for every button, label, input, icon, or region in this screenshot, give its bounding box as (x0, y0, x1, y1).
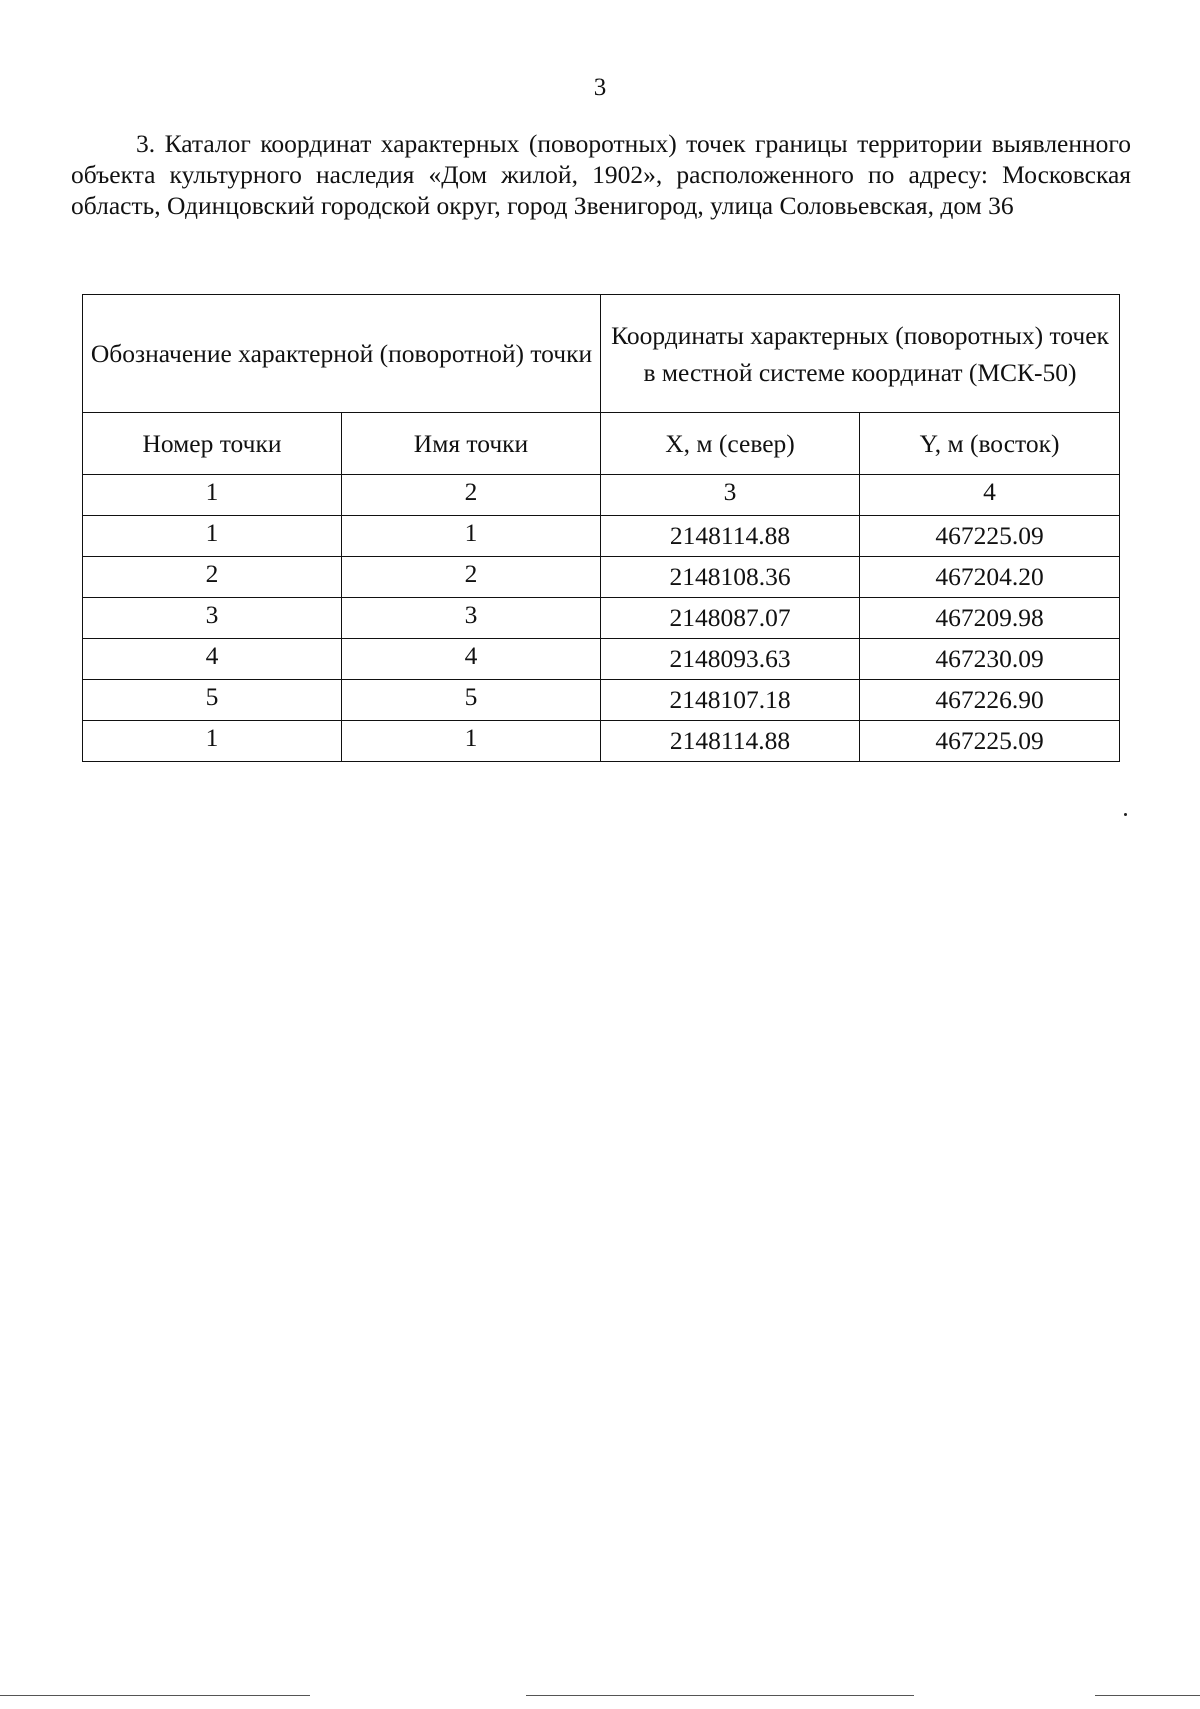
scan-speck (1124, 813, 1127, 816)
coord-x: 2148087.07 (601, 598, 860, 639)
coord-x: 2148093.63 (601, 639, 860, 680)
coordinates-table (82, 294, 1120, 762)
column-number: 3 (601, 475, 860, 516)
point-name: 2 (342, 557, 601, 598)
col-y: Y, м (восток) (860, 413, 1120, 475)
coord-x: 2148114.88 (601, 721, 860, 762)
table-subheader-row (83, 413, 1120, 475)
col-point-name: Имя точки (342, 413, 601, 475)
coord-y: 467225.09 (860, 721, 1120, 762)
point-number: 1 (83, 516, 342, 557)
col-point-number: Номер точки (83, 413, 342, 475)
point-name: 4 (342, 639, 601, 680)
point-number: 5 (83, 680, 342, 721)
coord-x: 2148107.18 (601, 680, 860, 721)
footer-rule-right (1095, 1695, 1200, 1696)
table-row (83, 721, 1120, 762)
column-number: 2 (342, 475, 601, 516)
point-number: 2 (83, 557, 342, 598)
point-name: 1 (342, 721, 601, 762)
header-point-designation: Обозначение характерной (поворотной) точки (83, 295, 601, 413)
table-row (83, 516, 1120, 557)
coord-y: 467226.90 (860, 680, 1120, 721)
column-number: 4 (860, 475, 1120, 516)
table-row (83, 680, 1120, 721)
coord-x: 2148108.36 (601, 557, 860, 598)
header-coordinates: Координаты характерных (поворотных) точек в местной системе координат (МСК-50) (601, 295, 1120, 413)
coord-x: 2148114.88 (601, 516, 860, 557)
coord-y: 467204.20 (860, 557, 1120, 598)
point-name: 5 (342, 680, 601, 721)
table-row (83, 557, 1120, 598)
table-header-row (83, 295, 1120, 413)
coord-y: 467230.09 (860, 639, 1120, 680)
col-x: X, м (север) (601, 413, 860, 475)
coord-y: 467225.09 (860, 516, 1120, 557)
point-number: 4 (83, 639, 342, 680)
point-number: 3 (83, 598, 342, 639)
column-number: 1 (83, 475, 342, 516)
footer-rule-center (526, 1695, 914, 1696)
footer-rule-left (0, 1695, 310, 1696)
coord-y: 467209.98 (860, 598, 1120, 639)
point-name: 3 (342, 598, 601, 639)
page-number: 3 (593, 74, 607, 101)
point-name: 1 (342, 516, 601, 557)
point-number: 1 (83, 721, 342, 762)
table-row (83, 598, 1120, 639)
section-heading: 3. Каталог координат характерных (поворотных) точек границы территории выявленного объекта культурного наследия «Дом жилой, 1902», расположенного по адресу: Московская область, Одинцовский городской округ, город Звенигород, улица Соловьевская, дом 36 (71, 129, 1131, 220)
column-numbers-row (83, 475, 1120, 516)
table-row (83, 639, 1120, 680)
